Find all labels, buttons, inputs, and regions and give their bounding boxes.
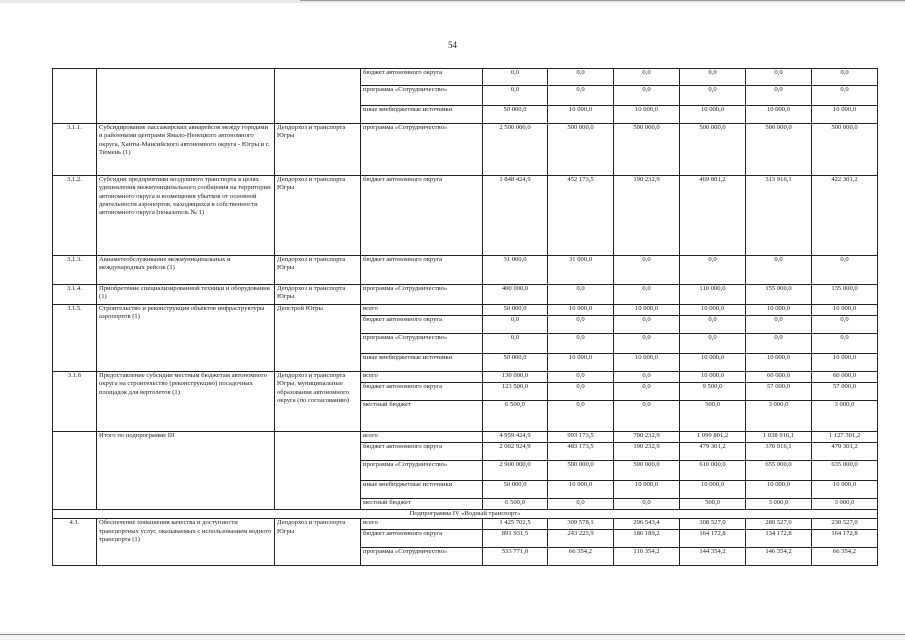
value-cell: 0,0 [746, 69, 812, 86]
value-cell: 164 172,8 [680, 530, 746, 548]
value-cell: 993 173,5 [548, 432, 614, 443]
row-executor: Депдорхоз и транспорта Югры, муниципальные образования автономного округа (по согласованию) [275, 372, 361, 432]
value-cell: 10 000,0 [614, 481, 680, 499]
value-cell: 146 354,2 [746, 548, 812, 566]
value-cell: 0,0 [680, 334, 746, 354]
value-cell: 0,0 [483, 316, 548, 334]
row-name: Строительство и реконструкция объектов инфраструктуры аэропортов (1) [97, 305, 275, 372]
row-source: программа «Сотрудничество» [361, 124, 483, 176]
table-row [53, 256, 878, 285]
value-cell: 3 000,0 [746, 499, 812, 510]
subtotal-label: Итого по подпрограмме III [97, 432, 275, 510]
row-executor: Депстрой Югры [275, 305, 361, 372]
value-cell: 0,0 [548, 285, 614, 305]
row-source: иные внебюджетные источники [361, 354, 483, 372]
row-source: бюджет автономного округа [361, 530, 483, 548]
value-cell: 10 000,0 [746, 354, 812, 372]
value-cell: 10 000,0 [812, 481, 878, 499]
value-cell: 123 500,0 [483, 383, 548, 401]
value-cell: 0,0 [548, 499, 614, 510]
row-code [53, 432, 97, 510]
value-cell: 130 000,0 [483, 372, 548, 383]
table-row [53, 124, 878, 176]
value-cell: 57 000,0 [812, 383, 878, 401]
value-cell: 9 500,0 [680, 383, 746, 401]
row-source: бюджет автономного округа [361, 443, 483, 461]
table-row [53, 285, 878, 305]
value-cell: 230 527,0 [812, 519, 878, 530]
value-cell: 0,0 [812, 316, 878, 334]
value-cell: 10 000,0 [680, 305, 746, 316]
value-cell: 110 000,0 [680, 285, 746, 305]
row-executor [275, 432, 361, 510]
row-source: всего [361, 519, 483, 530]
subprogram-iv-heading: Подпрограмма IV «Водный транспорт» [53, 510, 878, 519]
value-cell: 10 000,0 [812, 305, 878, 316]
value-cell: 144 354,2 [680, 548, 746, 566]
value-cell: 0,0 [614, 401, 680, 432]
row-code: 3.1.1. [53, 124, 97, 176]
row-source: всего [361, 372, 483, 383]
value-cell: 0,0 [680, 86, 746, 106]
row-source: бюджет автономного округа [361, 69, 483, 86]
value-cell: 10 000,0 [548, 106, 614, 124]
value-cell: 60 000,0 [746, 372, 812, 383]
row-executor: Депдорхоз и транспорта Югры [275, 519, 361, 566]
value-cell: 3 000,0 [812, 401, 878, 432]
row-executor: Депдорхоз и транспорта Югры [275, 176, 361, 256]
value-cell: 243 223,9 [548, 530, 614, 548]
value-cell: 370 916,1 [746, 443, 812, 461]
row-source: программа «Сотрудничество» [361, 285, 483, 305]
value-cell: 110 354,2 [614, 548, 680, 566]
row-executor: Депдорхоз и транспорта Югры [275, 124, 361, 176]
value-cell: 10 000,0 [812, 354, 878, 372]
value-cell: 2 002 924,9 [483, 443, 548, 461]
value-cell: 296 543,4 [614, 519, 680, 530]
value-cell: 3 000,0 [812, 499, 878, 510]
value-cell: 50 000,0 [483, 481, 548, 499]
value-cell: 164 172,8 [812, 530, 878, 548]
value-cell: 186 189,2 [614, 530, 680, 548]
table-row [53, 372, 878, 383]
value-cell: 1 425 702,5 [483, 519, 548, 530]
value-cell: 700 232,9 [614, 432, 680, 443]
value-cell: 309 578,1 [548, 519, 614, 530]
row-executor: Депдорхоз и транспорта Югры [275, 256, 361, 285]
value-cell: 10 000,0 [680, 106, 746, 124]
value-cell: 6 500,0 [483, 499, 548, 510]
value-cell: 135 000,0 [812, 285, 878, 305]
value-cell: 0,0 [614, 256, 680, 285]
value-cell: 10 000,0 [614, 305, 680, 316]
table-row [53, 305, 878, 316]
value-cell: 10 000,0 [746, 106, 812, 124]
value-cell: 2 500 000,0 [483, 124, 548, 176]
row-name: Обеспечение повышения качества и доступности транспортных услуг, оказываемых с использованием водного транспорта (1) [97, 519, 275, 566]
value-cell: 31 000,0 [483, 256, 548, 285]
row-name: Приобретение специализированной техники и оборудования (1) [97, 285, 275, 305]
value-cell: 1 038 916,1 [746, 432, 812, 443]
value-cell: 10 000,0 [548, 305, 614, 316]
value-cell: 500 000,0 [614, 461, 680, 481]
value-cell: 10 000,0 [614, 354, 680, 372]
value-cell: 308 527,0 [680, 519, 746, 530]
value-cell: 0,0 [614, 372, 680, 383]
value-cell: 10 000,0 [548, 481, 614, 499]
value-cell: 1 127 301,2 [812, 432, 878, 443]
value-cell: 313 916,1 [746, 176, 812, 256]
value-cell: 0,0 [483, 69, 548, 86]
table-row [53, 519, 878, 530]
value-cell: 10 000,0 [548, 354, 614, 372]
value-cell: 0,0 [548, 69, 614, 86]
value-cell: 0,0 [614, 86, 680, 106]
value-cell: 479 301,2 [812, 443, 878, 461]
value-cell: 479 301,2 [680, 443, 746, 461]
value-cell: 0,0 [680, 316, 746, 334]
row-source: бюджет автономного округа [361, 316, 483, 334]
value-cell: 0,0 [548, 316, 614, 334]
value-cell: 452 173,5 [548, 176, 614, 256]
value-cell: 0,0 [614, 334, 680, 354]
row-executor: Депдорхоз и транспорта Югры [275, 285, 361, 305]
value-cell: 500 000,0 [548, 124, 614, 176]
value-cell: 0,0 [548, 383, 614, 401]
row-source: бюджет автономного округа [361, 176, 483, 256]
value-cell: 4 959 424,9 [483, 432, 548, 443]
value-cell: 610 000,0 [680, 461, 746, 481]
value-cell: 500 000,0 [680, 124, 746, 176]
value-cell: 0,0 [614, 383, 680, 401]
table-row [53, 432, 878, 443]
value-cell: 50 000,0 [483, 354, 548, 372]
value-cell: 2 900 000,0 [483, 461, 548, 481]
row-source: бюджет автономного округа [361, 383, 483, 401]
value-cell: 0,0 [746, 256, 812, 285]
value-cell: 0,0 [812, 69, 878, 86]
row-source: бюджет автономного округа [361, 256, 483, 285]
value-cell: 1 848 424,9 [483, 176, 548, 256]
value-cell: 0,0 [548, 334, 614, 354]
value-cell: 0,0 [746, 334, 812, 354]
value-cell: 10 000,0 [812, 106, 878, 124]
value-cell: 66 354,2 [812, 548, 878, 566]
table-row [53, 510, 878, 519]
value-cell: 10 000,0 [614, 106, 680, 124]
value-cell: 0,0 [746, 86, 812, 106]
value-cell: 533 771,0 [483, 548, 548, 566]
value-cell: 31 000,0 [548, 256, 614, 285]
value-cell: 50 000,0 [483, 106, 548, 124]
value-cell: 0,0 [614, 499, 680, 510]
table-row [53, 176, 878, 256]
value-cell: 1 099 801,2 [680, 432, 746, 443]
row-code [53, 69, 97, 124]
value-cell: 66 354,2 [548, 548, 614, 566]
value-cell: 422 301,2 [812, 176, 878, 256]
scan-edge-bottom [0, 632, 905, 640]
value-cell: 10 000,0 [746, 481, 812, 499]
value-cell: 57 000,0 [746, 383, 812, 401]
value-cell: 134 172,8 [746, 530, 812, 548]
row-source: местный бюджет [361, 401, 483, 432]
table-row [53, 69, 878, 86]
value-cell: 0,0 [680, 69, 746, 86]
value-cell: 500 000,0 [746, 124, 812, 176]
value-cell: 190 232,9 [614, 443, 680, 461]
row-source: всего [361, 305, 483, 316]
value-cell: 0,0 [614, 316, 680, 334]
row-code: 4.1. [53, 519, 97, 566]
value-cell: 500,0 [680, 401, 746, 432]
value-cell: 469 801,2 [680, 176, 746, 256]
row-source: местный бюджет [361, 499, 483, 510]
value-cell: 0,0 [483, 86, 548, 106]
row-source: программа «Сотрудничество» [361, 334, 483, 354]
value-cell: 483 173,5 [548, 443, 614, 461]
value-cell: 0,0 [812, 86, 878, 106]
value-cell: 0,0 [548, 86, 614, 106]
value-cell: 0,0 [614, 69, 680, 86]
row-code: 3.1.6 [53, 372, 97, 432]
row-source: всего [361, 432, 483, 443]
row-code: 3.1.2. [53, 176, 97, 256]
value-cell: 0,0 [614, 285, 680, 305]
value-cell: 0,0 [548, 401, 614, 432]
value-cell: 10 000,0 [680, 481, 746, 499]
value-cell: 10 000,0 [746, 305, 812, 316]
row-source: программа «Сотрудничество» [361, 548, 483, 566]
row-source: иные внебюджетные источники [361, 106, 483, 124]
row-name [97, 69, 275, 124]
row-code: 3.1.5. [53, 305, 97, 372]
value-cell: 0,0 [746, 316, 812, 334]
value-cell: 0,0 [680, 256, 746, 285]
value-cell: 0,0 [812, 334, 878, 354]
value-cell: 655 000,0 [746, 461, 812, 481]
row-name: Субсидии предприятиям воздушного транспорта в целях удешевления межмуниципального сообщения на территории автономного округа и возмещения убытков от основной деятельности аэропортов, находящихся в собственности автономного округа (показатель № 1) [97, 176, 275, 256]
value-cell: 155 000,0 [746, 285, 812, 305]
value-cell: 500 000,0 [812, 124, 878, 176]
row-name: Предоставление субсидии местным бюджетам автономного округа на строительство (реконструкцию) посадочных площадок для вертолетов (1) [97, 372, 275, 432]
value-cell: 3 000,0 [746, 401, 812, 432]
value-cell: 635 000,0 [812, 461, 878, 481]
page-number: 54 [448, 40, 457, 50]
row-source: программа «Сотрудничество» [361, 86, 483, 106]
row-name: Субсидирование пассажирских авиарейсов между городами и районными центрами Ямало-Ненецкого автономного округа, Ханты-Мансийского автономного округа - Югры и г. Тюмень (1) [97, 124, 275, 176]
row-name: Авиаметеобслуживание межмуниципальных и международных рейсов (1) [97, 256, 275, 285]
scan-edge-top [0, 0, 905, 3]
value-cell: 10 000,0 [680, 354, 746, 372]
value-cell: 500 000,0 [548, 461, 614, 481]
value-cell: 891 931,5 [483, 530, 548, 548]
value-cell: 0,0 [812, 256, 878, 285]
value-cell: 0,0 [483, 334, 548, 354]
value-cell: 500 000,0 [614, 124, 680, 176]
row-code: 3.1.3. [53, 256, 97, 285]
budget-table [52, 68, 878, 566]
row-executor [275, 69, 361, 124]
value-cell: 10 000,0 [680, 372, 746, 383]
value-cell: 50 000,0 [483, 305, 548, 316]
value-cell: 190 232,9 [614, 176, 680, 256]
value-cell: 60 000,0 [812, 372, 878, 383]
value-cell: 280 527,0 [746, 519, 812, 530]
row-code: 3.1.4. [53, 285, 97, 305]
row-source: иные внебюджетные источники [361, 481, 483, 499]
value-cell: 400 000,0 [483, 285, 548, 305]
value-cell: 0,0 [548, 372, 614, 383]
value-cell: 6 500,0 [483, 401, 548, 432]
row-source: программа «Сотрудничество» [361, 461, 483, 481]
value-cell: 500,0 [680, 499, 746, 510]
